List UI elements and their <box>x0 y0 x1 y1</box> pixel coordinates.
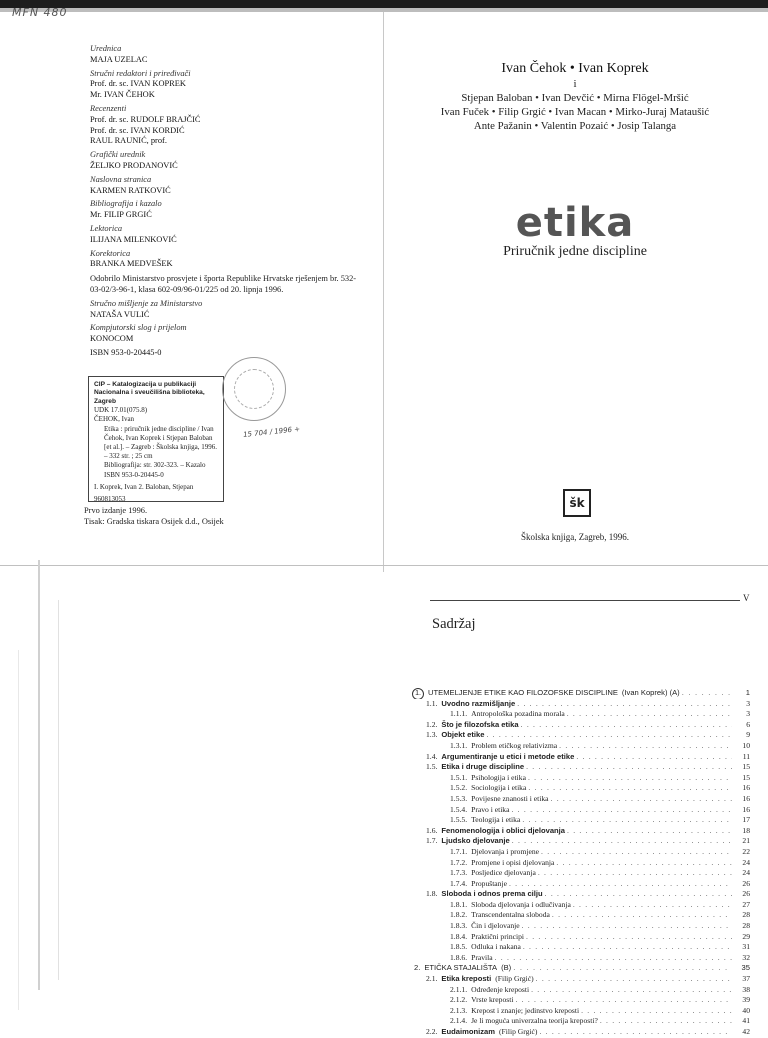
toc-leader-dots <box>513 963 732 972</box>
toc-entry <box>400 794 750 805</box>
toc-entry-page: 17 <box>742 815 750 825</box>
contents-heading: Sadržaj <box>432 616 476 632</box>
toc-leader-dots <box>517 699 732 708</box>
book-subtitle: Priručnik jedne discipline <box>503 244 647 259</box>
colophon-role: Naslovna stranica <box>90 174 152 184</box>
toc-entry-author: (Ivan Koprek) (A) <box>621 688 680 697</box>
colophon-role: Stručno mišljenje za Ministarstvo <box>90 298 203 308</box>
toc-entry-number: 2.1.3. <box>450 1005 468 1015</box>
toc-entry <box>400 889 750 900</box>
toc-leader-dots <box>581 1006 732 1015</box>
colophon-role: Korektorica <box>90 248 131 258</box>
toc-entry <box>400 974 750 985</box>
toc-entry <box>400 720 750 731</box>
toc-leader-dots <box>522 815 732 824</box>
toc-leader-dots <box>511 805 732 814</box>
toc-entry-title: Objekt etike <box>441 730 485 740</box>
toc-entry-title: Djelovanja i promjene <box>471 846 539 856</box>
toc-leader-dots <box>526 762 732 771</box>
scan-top-shadow <box>0 8 768 12</box>
colophon-name: Mr. FILIP GRGIĆ <box>90 210 152 220</box>
toc-entry-number: 2.1.2. <box>450 995 468 1005</box>
toc-entry <box>400 910 750 921</box>
toc-leader-dots <box>515 995 732 1004</box>
toc-entry-page: 39 <box>742 995 750 1005</box>
toc-entry-title: UTEMELJENJE ETIKE KAO FILOZOFSKE DISCIPLINE <box>428 688 618 697</box>
toc-entry-title: Transcendentalna sloboda <box>471 910 550 920</box>
toc-entry <box>400 688 750 699</box>
colophon-role: Grafički urednik <box>90 150 146 160</box>
toc-entry-page: 26 <box>742 889 750 899</box>
toc-entry <box>400 836 750 847</box>
toc-entry-page: 32 <box>742 952 750 962</box>
toc-entry-title: Etika kreposti <box>441 974 492 984</box>
toc-entry <box>400 730 750 741</box>
toc-entry-title: Odluka i nakana <box>471 942 521 952</box>
colophon-name: KONOCOM <box>90 334 134 344</box>
toc-entry <box>400 1016 750 1027</box>
toc-entry-number: 1.7.3. <box>450 868 468 878</box>
colophon-name: RAUL RAUNIĆ, prof. <box>90 136 167 146</box>
toc-leader-dots <box>682 688 732 697</box>
scan-artifact-line <box>58 600 59 980</box>
toc-entry-page: 3 <box>746 698 750 708</box>
toc-entry-number: 1.8.1. <box>450 899 468 909</box>
authors-conjunction: i <box>573 78 577 90</box>
toc-entry-title: Određenje kreposti <box>471 984 530 994</box>
colophon-isbn: ISBN 953-0-20445-0 <box>90 347 162 357</box>
toc-entry-page: 38 <box>742 984 750 994</box>
colophon-name: NATAŠA VULIĆ <box>90 309 150 319</box>
cip-isbn: ISBN 953-0-20445-0 <box>104 470 164 479</box>
toc-entry-number: 2.1.1. <box>450 984 468 994</box>
toc-entry-number: 1.3. <box>426 730 438 740</box>
cip-description: Etika : priručnik jedne discipline / Ivan Čehok, Ivan Koprek i Stjepan Baloban [et al.]. – Zagreb : Školska knjiga, 1996. – 332 str. ; 25 cm <box>104 424 217 461</box>
toc-entry-number: 2.1.4. <box>450 1016 468 1026</box>
toc-leader-dots <box>536 974 732 983</box>
toc-entry-page: 41 <box>742 1016 750 1026</box>
main-authors: Ivan Čehok • Ivan Koprek <box>501 61 649 76</box>
toc-entry <box>400 847 750 858</box>
toc-entry-title: Eudaimonizam <box>441 1027 495 1036</box>
toc-leader-dots <box>541 847 732 856</box>
toc-entry-number: 1.8.3. <box>450 921 468 931</box>
colophon-name: ŽELJKO PRODANOVIĆ <box>90 160 178 170</box>
toc-entry-number: 1.7.4. <box>450 878 468 888</box>
toc-entry-title: Pravo i etika <box>471 804 510 814</box>
toc-entry-title: Što je filozofska etika <box>441 719 519 729</box>
colophon-name: MAJA UZELAC <box>90 54 148 64</box>
colophon-role: Bibliografija i kazalo <box>90 199 162 209</box>
toc-leader-dots <box>522 921 732 930</box>
toc-entry-page: 22 <box>742 846 750 856</box>
cip-heading: CIP – Katalogizacija u publikaciji Nacionalna i sveučilišna biblioteka, Zagreb <box>94 381 205 405</box>
colophon-role: Stručni redaktori i priređivači <box>90 68 191 78</box>
colophon-name: Mr. IVAN ČEHOK <box>90 90 155 100</box>
toc-entry-title: Sloboda i odnos prema cilju <box>441 889 543 899</box>
toc-entry-author: (B) <box>501 963 512 973</box>
toc-entry-title: Problem etičkog relativizma <box>471 740 558 750</box>
colophon-name: Prof. dr. sc. RUDOLF BRAJČIĆ <box>90 114 201 124</box>
toc-leader-dots <box>528 783 732 792</box>
toc-entry-title: Praktični principi <box>471 931 525 941</box>
cip-subjects: I. Koprek, Ivan 2. Baloban, Stjepan <box>94 482 194 491</box>
toc-entry-number: 1.8.6. <box>450 952 468 962</box>
toc-entry-number: 1.6. <box>426 825 438 835</box>
toc-leader-dots <box>567 709 732 718</box>
toc-entry-page: 9 <box>746 730 750 740</box>
toc-entry <box>400 985 750 996</box>
toc-entry-page: 18 <box>742 825 750 835</box>
toc-entry-title: Argumentiranje u etici i metode etike <box>441 751 575 761</box>
coauthors-line: Stjepan Baloban • Ivan Devčić • Mirna Flögel-Mršić <box>461 92 689 104</box>
toc-entry <box>400 858 750 869</box>
toc-leader-dots <box>531 985 732 994</box>
toc-entry-page: 3 <box>746 709 750 719</box>
toc-entry-page: 24 <box>742 868 750 878</box>
toc-leader-dots <box>556 858 732 867</box>
toc-entry-number: 2. <box>414 963 421 973</box>
toc-entry-number: 1.7.1. <box>450 846 468 856</box>
toc-entry <box>400 921 750 932</box>
colophon <box>90 44 360 362</box>
toc-leader-dots <box>509 879 732 888</box>
toc-entry <box>400 815 750 826</box>
toc-entry-number: 1.5.3. <box>450 793 468 803</box>
toc-entry-title: Ljudsko djelovanje <box>441 836 510 846</box>
cip-udk: UDK 17.01(075.8) <box>94 406 148 415</box>
toc-entry-title: Teologija i etika <box>471 815 521 825</box>
toc-entry-page: 28 <box>742 910 750 920</box>
toc-entry-page: 16 <box>742 793 750 803</box>
toc-entry-page: 10 <box>742 740 750 750</box>
toc-entry-page: 26 <box>742 878 750 888</box>
toc-leader-dots <box>576 752 732 761</box>
colophon-role: Urednica <box>90 44 122 53</box>
toc-entry-title: Promjene i opisi djelovanja <box>471 857 555 867</box>
toc-entry-title: Povijesne znanosti i etika <box>471 793 549 803</box>
toc-entry-number: 1. <box>412 688 424 699</box>
toc-entry-number: 1.2. <box>426 719 438 729</box>
toc-entry <box>400 752 750 763</box>
toc-entry-author: (Filip Grgić) <box>495 974 534 984</box>
toc-entry-number: 1.3.1. <box>450 740 468 750</box>
toc-leader-dots <box>539 1027 732 1036</box>
toc-leader-dots <box>512 836 732 845</box>
toc-entry-number: 1.5.4. <box>450 804 468 814</box>
toc-leader-dots <box>545 889 732 898</box>
colophon-name: Prof. dr. sc. IVAN KOPREK <box>90 79 186 89</box>
scan-top-edge <box>0 0 768 8</box>
toc-entry-page: 40 <box>742 1005 750 1015</box>
toc-entry-page: 29 <box>742 931 750 941</box>
toc-leader-dots <box>523 942 732 951</box>
scan-artifact-line <box>38 560 40 990</box>
toc-entry-number: 1.8.4. <box>450 931 468 941</box>
table-of-contents <box>400 688 750 1038</box>
publisher-line: Školska knjiga, Zagreb, 1996. <box>521 532 629 542</box>
toc-entry-title: Pravila <box>471 952 493 962</box>
toc-leader-dots <box>600 1016 732 1025</box>
edition-info <box>84 505 224 527</box>
toc-entry <box>400 932 750 943</box>
colophon-role: Lektorica <box>90 223 123 233</box>
toc-entry-page: 35 <box>741 963 750 973</box>
library-stamp-inner <box>234 369 274 409</box>
toc-entry <box>400 995 750 1006</box>
toc-entry-number: 1.7.2. <box>450 857 468 867</box>
toc-entry-title: ETIČKA STAJALIŠTA <box>424 963 498 973</box>
toc-entry-number: 1.8. <box>426 889 438 899</box>
approval-text: Odobrilo Ministarstvo prosvjete i športa Republike Hrvatske rješenjem br. 532-03-02/3-96-1, klasa 602-09/96-01/225 od 20. lipnja 1996. <box>90 274 357 294</box>
toc-entry <box>400 963 750 974</box>
stamp-number: 15 704 / 1996 + <box>242 425 301 439</box>
toc-leader-dots <box>552 910 732 919</box>
toc-entry-title: Posljedice djelovanja <box>471 868 536 878</box>
scan-artifact-line <box>18 650 19 1010</box>
toc-entry-page: 24 <box>742 857 750 867</box>
toc-leader-dots <box>521 720 732 729</box>
toc-entry <box>400 942 750 953</box>
toc-entry-number: 1.8.5. <box>450 942 468 952</box>
colophon-name: Prof. dr. sc. IVAN KORDIĆ <box>90 125 185 135</box>
toc-entry-page: 16 <box>742 804 750 814</box>
toc-leader-dots <box>526 932 732 941</box>
toc-entry <box>400 699 750 710</box>
toc-entry <box>400 900 750 911</box>
toc-entry-title: Sloboda djelovanja i odlučivanja <box>471 899 571 909</box>
coauthors-line: Ivan Fuček • Filip Grgić • Ivan Macan • Mirko-Juraj Mataušić <box>440 106 710 118</box>
toc-entry-author: (Filip Grgić) <box>498 1027 538 1036</box>
cip-bibliography: Bibliografija: str. 302-323. – Kazalo <box>104 461 206 470</box>
toc-entry <box>400 783 750 794</box>
toc-entry-title: Čin i djelovanje <box>471 921 520 931</box>
toc-entry-page: 11 <box>742 751 750 761</box>
toc-entry-number: 1.5.5. <box>450 815 468 825</box>
toc-entry <box>400 1027 750 1038</box>
toc-leader-dots <box>538 868 732 877</box>
toc-entry-number: 1.7. <box>426 836 438 846</box>
page-number: V <box>743 593 750 603</box>
toc-entry-title: Vrste kreposti <box>471 995 514 1005</box>
toc-entry <box>400 741 750 752</box>
printer-line: Tisak: Gradska tiskara Osijek d.d., Osijek <box>84 517 224 526</box>
toc-entry-number: 2.1. <box>426 974 438 984</box>
page-fold-vertical <box>383 12 384 572</box>
toc-entry-page: 1 <box>745 688 750 697</box>
toc-entry-page: 6 <box>746 719 750 729</box>
toc-entry-title: Je li moguća univerzalna teorija kreposti? <box>471 1016 598 1026</box>
toc-entry <box>400 805 750 816</box>
toc-entry-page: 21 <box>742 836 750 846</box>
toc-entry <box>400 879 750 890</box>
header-rule <box>430 600 740 601</box>
authors-block <box>400 60 750 133</box>
toc-entry-number: 1.1. <box>426 698 438 708</box>
toc-entry-number: 1.4. <box>426 751 438 761</box>
toc-entry-page: 27 <box>742 899 750 909</box>
toc-entry-number: 1.5.1. <box>450 772 468 782</box>
toc-entry <box>400 773 750 784</box>
toc-entry-number: 2.2. <box>426 1027 438 1036</box>
colophon-role: Recenzenti <box>90 103 127 113</box>
colophon-role: Kompjutorski slog i prijelom <box>90 323 187 333</box>
colophon-name: BRANKA MEDVEŠEK <box>90 259 173 269</box>
toc-entry-page: 42 <box>742 1027 750 1036</box>
toc-entry-page: 15 <box>742 772 750 782</box>
toc-leader-dots <box>567 826 732 835</box>
coauthors-line: Ante Pažanin • Valentin Pozaić • Josip Talanga <box>473 120 677 132</box>
toc-leader-dots <box>551 794 733 803</box>
colophon-name: KARMEN RATKOVIĆ <box>90 185 171 195</box>
toc-entry <box>400 953 750 964</box>
toc-entry-page: 15 <box>742 762 750 772</box>
toc-entry <box>400 826 750 837</box>
cip-number: 960813053 <box>94 495 126 504</box>
toc-leader-dots <box>495 953 732 962</box>
toc-entry-title: Uvodno razmišljanje <box>441 698 516 708</box>
toc-entry <box>400 868 750 879</box>
toc-entry-number: 1.1.1. <box>450 709 468 719</box>
toc-entry <box>400 762 750 773</box>
cip-record <box>88 376 224 502</box>
toc-entry-title: Propuštanje <box>471 878 507 888</box>
page-fold-horizontal <box>0 565 768 566</box>
toc-leader-dots <box>573 900 732 909</box>
toc-entry-title: Krepost i znanje; jedinstvo kreposti <box>471 1005 580 1015</box>
toc-entry-number: 1.5.2. <box>450 783 468 793</box>
edition-line: Prvo izdanje 1996. <box>84 506 148 515</box>
toc-leader-dots <box>528 773 732 782</box>
toc-entry-page: 28 <box>742 921 750 931</box>
handwritten-note: MFN 480 <box>12 6 68 19</box>
toc-entry-page: 37 <box>742 974 750 984</box>
toc-leader-dots <box>559 741 732 750</box>
toc-entry-title: Sociologija i etika <box>471 783 527 793</box>
toc-entry-number: 1.8.2. <box>450 910 468 920</box>
book-title: etika <box>515 200 635 246</box>
toc-entry <box>400 709 750 720</box>
toc-leader-dots <box>486 730 732 739</box>
toc-entry-title: Etika i druge discipline <box>441 762 525 772</box>
toc-entry-number: 1.5. <box>426 762 438 772</box>
toc-entry-title: Psihologija i etika <box>471 772 526 782</box>
toc-entry <box>400 1006 750 1017</box>
colophon-name: ILIJANA MILENKOVIĆ <box>90 234 177 244</box>
cip-author: ČEHOK, Ivan <box>94 415 135 424</box>
publisher-logo: šk <box>563 489 591 517</box>
toc-entry-title: Antropološka pozadina morala <box>471 709 565 719</box>
toc-entry-page: 16 <box>742 783 750 793</box>
toc-entry-title: Fenomenologija i oblici djelovanja <box>441 825 566 835</box>
toc-entry-page: 31 <box>742 942 750 952</box>
